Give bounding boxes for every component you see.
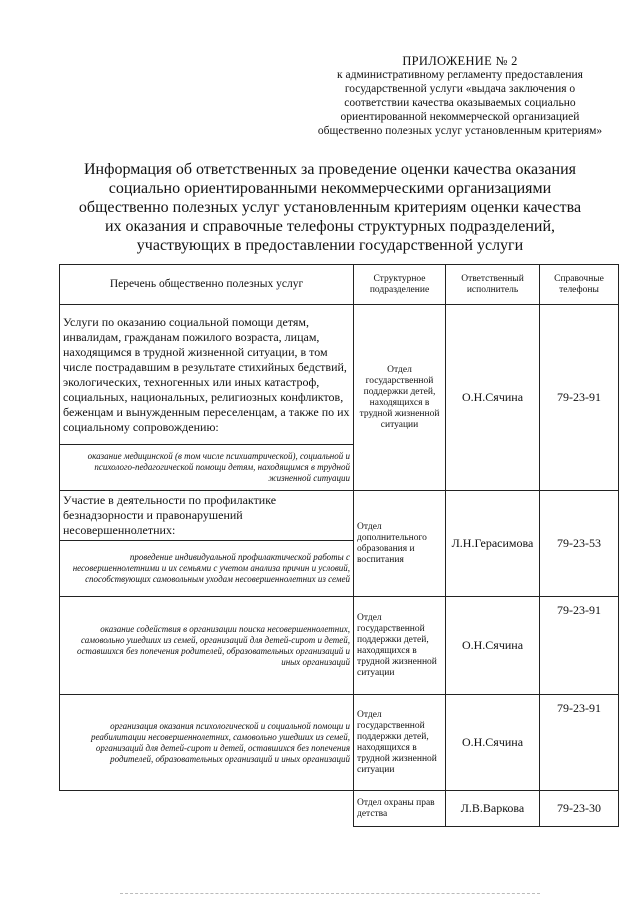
sub-service-text: организация оказания психологической и социальной помощи и реабилитации несовершеннолетних, самовольно ушедших из семей, организаций для детей-сирот и детей, оставшихся без попечения родителей, образовательных организаций и иных организаций [60, 695, 354, 791]
table-row [60, 491, 619, 541]
phone-cell: 79-23-53 [540, 491, 619, 597]
document-heading: Информация об ответственных за проведение оценки качества оказания социально ориентированными некоммерческими организациями общественно полезных услуг установленным критериям оценки качества их оказания и справочные телефоны структурных подразделений, участвующих в предоставлении государственной услуги [78, 161, 582, 254]
table-header-row [60, 265, 619, 305]
col-header-services: Перечень общественно полезных услуг [60, 265, 354, 305]
appendix-line: ориентированной некоммерческой организацией [340, 111, 580, 123]
appendix-line: государственной услуги «выдача заключения о [344, 83, 576, 95]
responsible-cell: О.Н.Сячина [446, 695, 540, 791]
appendix-title: ПРИЛОЖЕНИЕ № 2 [402, 54, 518, 68]
service-text: Услуги по оказанию социальной помощи детям, инвалидам, гражданам пожилого возраста, лицам, находящимся в трудной жизненной ситуации, в том числе пострадавшим в результате стихийных бедствий, экологических, техногенных или иных катастроф, социальных, национальных, религиозных конфликтов, беженцам и вынужденным переселенцам, а также по их социальному сопровождению: [60, 305, 354, 445]
table-row [60, 791, 619, 827]
sub-service-text: оказание медицинской (в том числе психиатрической), социальной и психолого-педагогической помощи детям, находящимся в трудной жизненной ситуации [60, 445, 354, 491]
service-text: Участие в деятельности по профилактике безнадзорности и правонарушений несовершеннолетних: [60, 491, 354, 541]
scan-artifact-line [120, 893, 540, 894]
empty-cell [60, 791, 354, 827]
col-header-responsible: Ответственный исполнитель [446, 265, 540, 305]
responsible-cell: Л.В.Варкова [446, 791, 540, 827]
col-header-department: Структурное подразделение [354, 265, 446, 305]
responsible-cell: Л.Н.Герасимова [446, 491, 540, 597]
department-cell: Отдел дополнительного образования и воспитания [354, 491, 446, 597]
table-row [60, 305, 619, 445]
responsibles-table [59, 264, 619, 827]
department-cell: Отдел государственной поддержки детей, находящихся в трудной жизненной ситуации [354, 597, 446, 695]
sub-service-text: оказание содействия в организации поиска несовершеннолетних, самовольно ушедших из семей, организаций для детей-сирот и детей, оставшихся без попечения родителей, образовательных организаций и иных организаций [60, 597, 354, 695]
phone-cell: 79-23-91 [540, 695, 619, 791]
department-cell: Отдел государственной поддержки детей, находящихся в трудной жизненной ситуации [354, 695, 446, 791]
phone-cell: 79-23-91 [540, 305, 619, 491]
appendix-header [290, 54, 630, 138]
sub-service-text: проведение индивидуальной профилактической работы с несовершеннолетними и их семьями с учетом анализа причин и условий, способствующих самовольным уходам несовершеннолетних из семей [60, 541, 354, 597]
phone-cell: 79-23-91 [540, 597, 619, 695]
responsible-cell: О.Н.Сячина [446, 305, 540, 491]
appendix-line: к административному регламенту предоставления [337, 69, 583, 81]
table-row [60, 597, 619, 695]
col-header-phones: Справочные телефоны [540, 265, 619, 305]
phone-cell: 79-23-30 [540, 791, 619, 827]
table-row [60, 695, 619, 791]
department-cell: Отдел государственной поддержки детей, находящихся в трудной жизненной ситуации [354, 305, 446, 491]
responsible-cell: О.Н.Сячина [446, 597, 540, 695]
appendix-line: общественно полезных услуг установленным критериям» [317, 125, 603, 137]
appendix-line: соответствии качества оказываемых социально [344, 97, 576, 109]
department-cell: Отдел охраны прав детства [354, 791, 446, 827]
